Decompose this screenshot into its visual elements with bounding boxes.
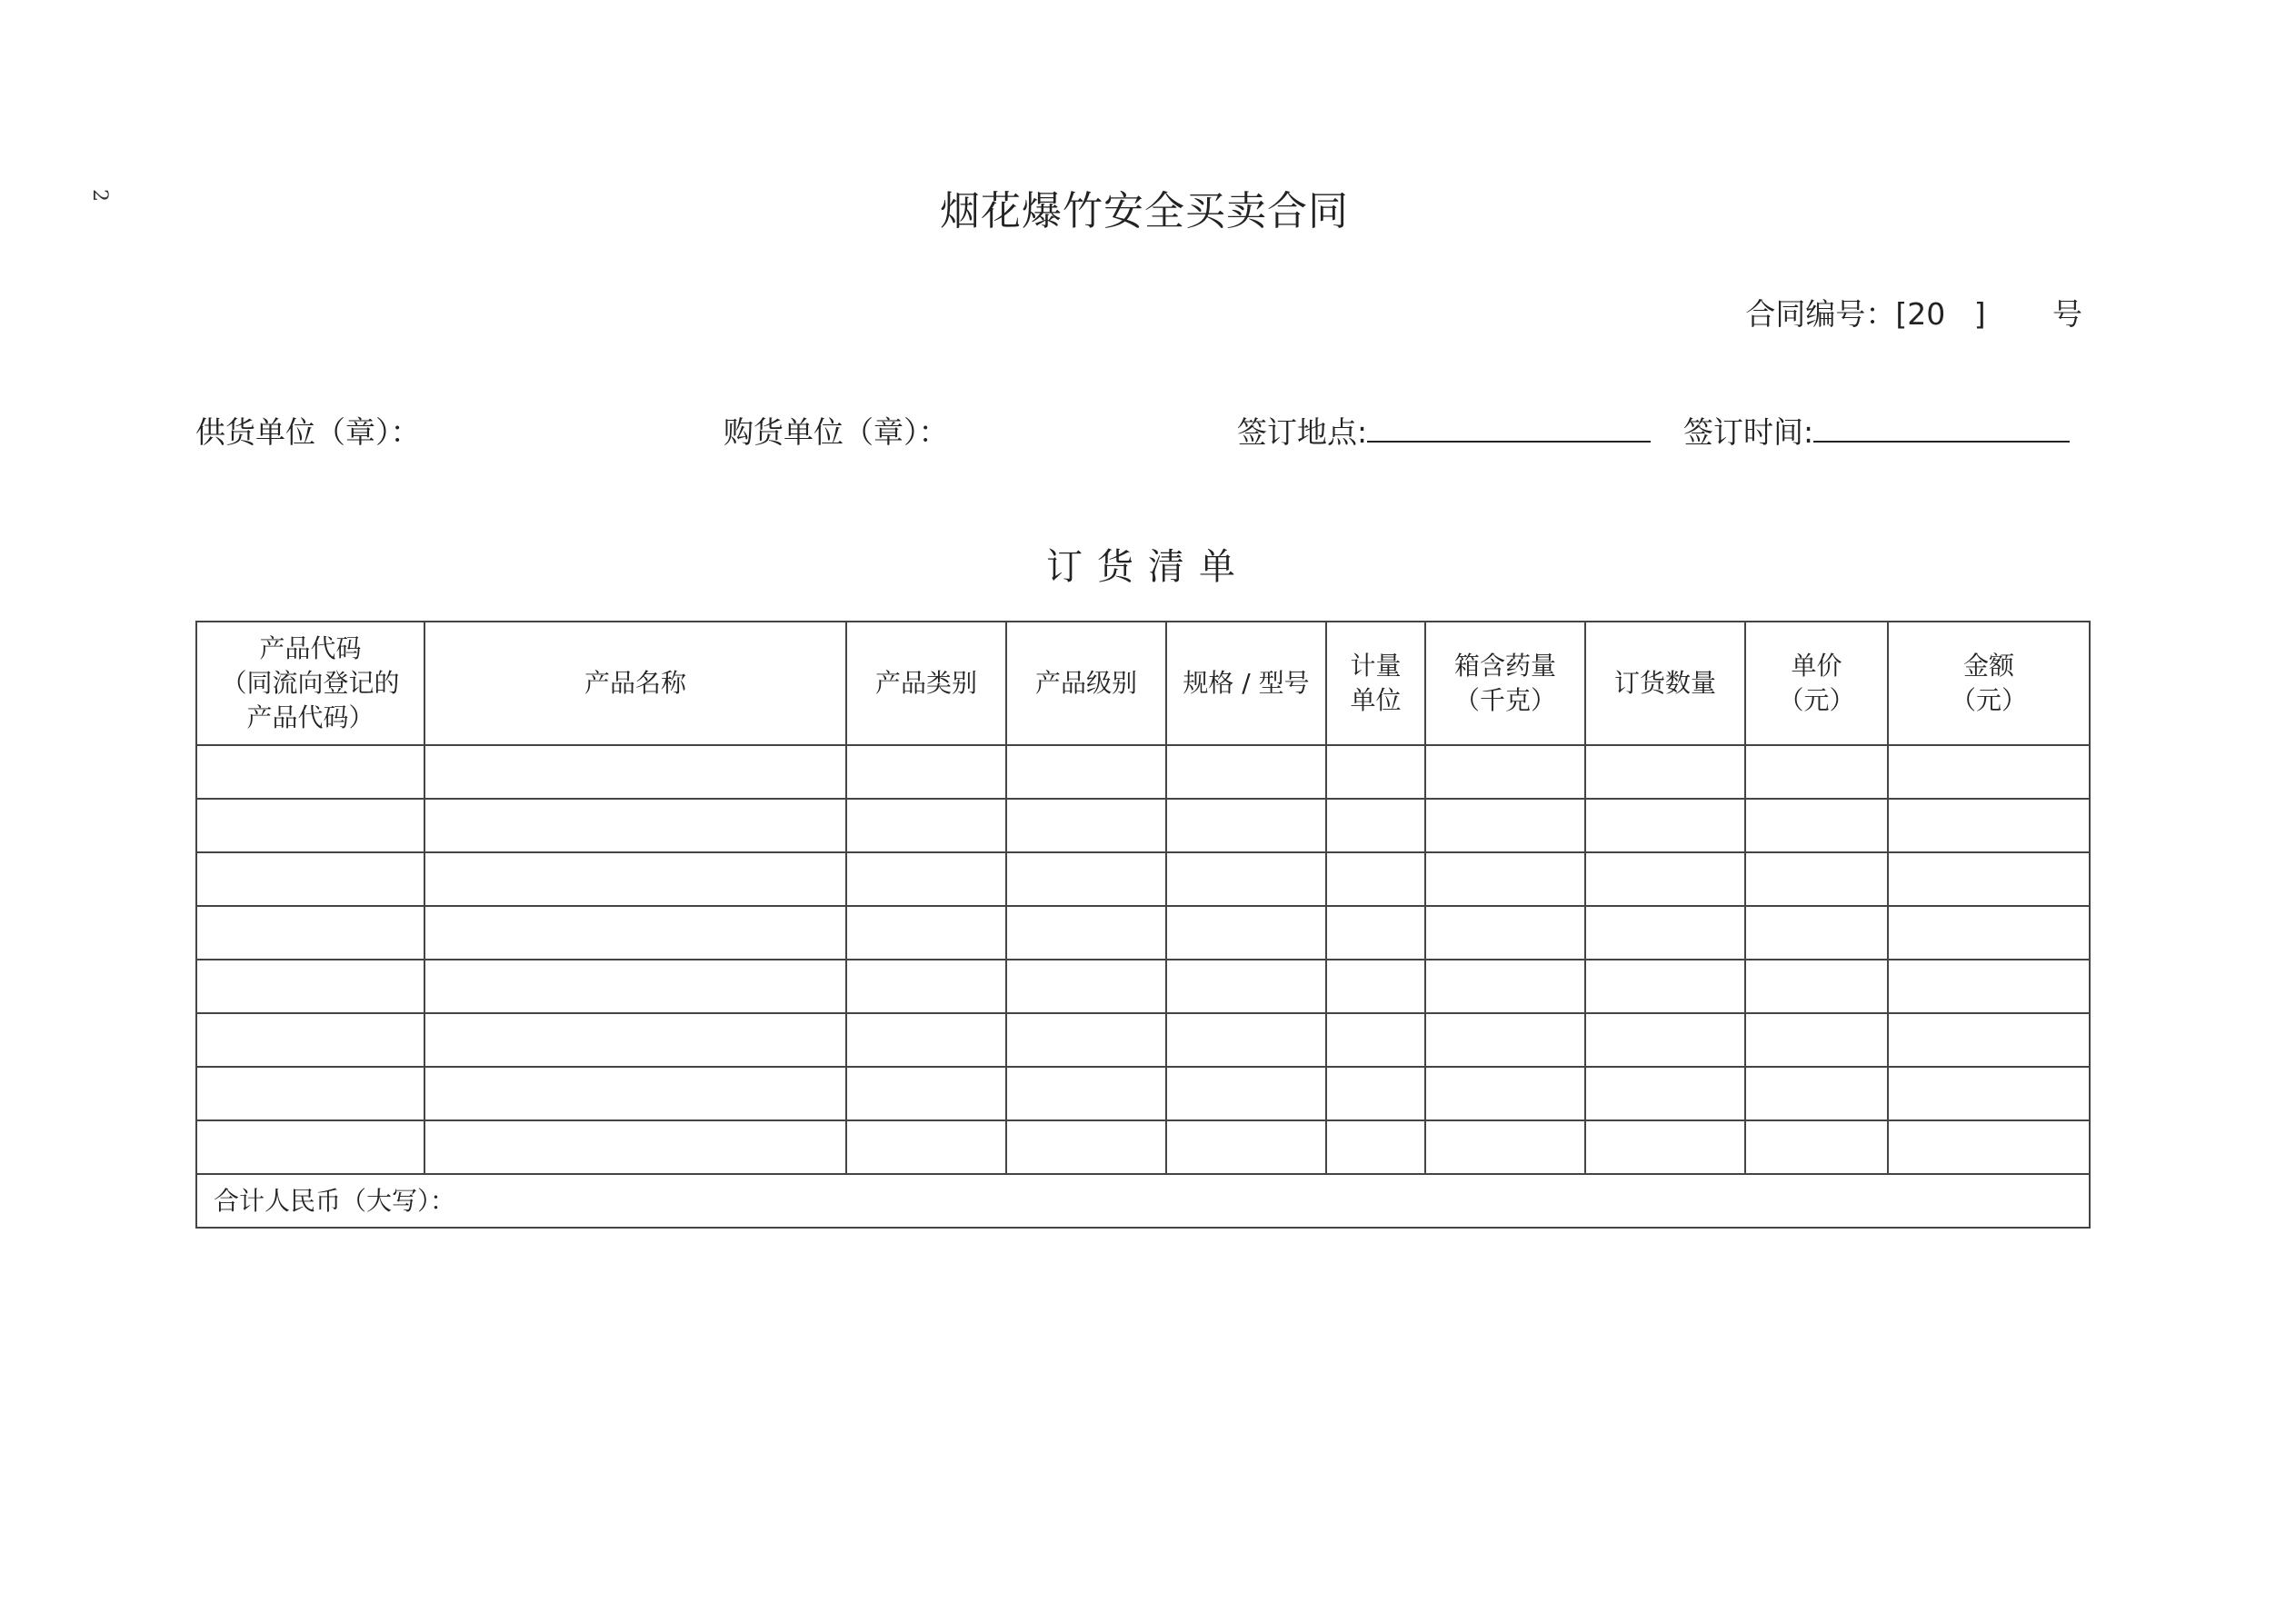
table-cell[interactable] (1585, 960, 1745, 1013)
table-cell[interactable] (196, 960, 424, 1013)
table-cell[interactable] (1326, 906, 1425, 960)
table-cell[interactable] (1166, 745, 1326, 799)
order-table (195, 621, 2091, 1229)
table-cell[interactable] (424, 799, 846, 852)
sign-time (1683, 409, 2070, 452)
table-cell[interactable] (1326, 1120, 1425, 1174)
table-cell[interactable] (1745, 960, 1888, 1013)
header-product-code: 产品代码 （同流向登记的 产品代码） (196, 622, 424, 745)
table-cell[interactable] (1006, 745, 1166, 799)
sign-time-field[interactable] (1813, 413, 2070, 443)
table-cell[interactable] (424, 960, 846, 1013)
total-label: 合计人民币（大写）： (196, 1174, 2090, 1228)
table-cell[interactable] (1326, 1067, 1425, 1120)
table-cell[interactable] (1006, 906, 1166, 960)
page-number: 2 (88, 189, 111, 202)
table-cell[interactable] (1166, 960, 1326, 1013)
table-cell[interactable] (1888, 745, 2090, 799)
table-cell[interactable] (1326, 1013, 1425, 1067)
table-cell[interactable] (846, 799, 1006, 852)
table-cell[interactable] (196, 852, 424, 906)
table-cell[interactable] (1425, 745, 1585, 799)
table-cell[interactable] (1425, 799, 1585, 852)
table-cell[interactable] (1166, 799, 1326, 852)
table-cell[interactable] (1425, 1013, 1585, 1067)
table-cell[interactable] (846, 906, 1006, 960)
table-cell[interactable] (1745, 852, 1888, 906)
table-cell[interactable] (846, 1120, 1006, 1174)
header-product-category: 产品类别 (846, 622, 1006, 745)
table-row (196, 1067, 2090, 1120)
order-list-title: 订货清单 (1046, 546, 1250, 588)
table-cell[interactable] (1166, 906, 1326, 960)
table-cell[interactable] (846, 1067, 1006, 1120)
table-cell[interactable] (1888, 1067, 2090, 1120)
table-cell[interactable] (1425, 1067, 1585, 1120)
header-unit: 计量 单位 (1326, 622, 1425, 745)
sign-time-label: 签订时间: (1683, 414, 1814, 450)
table-row (196, 799, 2090, 852)
table-cell[interactable] (196, 745, 424, 799)
table-cell[interactable] (1888, 852, 2090, 906)
table-cell[interactable] (1006, 1013, 1166, 1067)
table-cell[interactable] (1888, 906, 2090, 960)
table-cell[interactable] (424, 745, 846, 799)
table-cell[interactable] (424, 1013, 846, 1067)
supplier-label: 供货单位（章）： (195, 414, 421, 450)
table-row (196, 1120, 2090, 1174)
table-cell[interactable] (1745, 799, 1888, 852)
table-cell[interactable] (196, 1120, 424, 1174)
sign-place-field[interactable] (1367, 413, 1651, 443)
table-cell[interactable] (846, 1013, 1006, 1067)
table-cell[interactable] (1585, 745, 1745, 799)
document-title: 烟花爆竹安全买卖合同 (940, 188, 1349, 234)
table-cell[interactable] (1166, 1013, 1326, 1067)
table-cell[interactable] (1585, 1120, 1745, 1174)
table-cell[interactable] (1006, 799, 1166, 852)
contract-number: 合同编号：[20 ] 号 (1745, 296, 2082, 332)
table-cell[interactable] (1585, 1013, 1745, 1067)
table-row (196, 906, 2090, 960)
table-cell[interactable] (846, 852, 1006, 906)
table-cell[interactable] (1745, 745, 1888, 799)
table-cell[interactable] (1888, 799, 2090, 852)
table-row (196, 1013, 2090, 1067)
table-cell[interactable] (1166, 852, 1326, 906)
table-cell[interactable] (846, 745, 1006, 799)
header-order-quantity: 订货数量 (1585, 622, 1745, 745)
table-cell[interactable] (1326, 799, 1425, 852)
table-cell[interactable] (1745, 906, 1888, 960)
table-cell[interactable] (196, 906, 424, 960)
table-cell[interactable] (1585, 1067, 1745, 1120)
table-cell[interactable] (424, 1067, 846, 1120)
header-row (196, 622, 2090, 745)
table-cell[interactable] (1006, 1067, 1166, 1120)
table-cell[interactable] (1326, 745, 1425, 799)
table-cell[interactable] (1745, 1013, 1888, 1067)
table-cell[interactable] (846, 960, 1006, 1013)
table-row (196, 960, 2090, 1013)
table-cell[interactable] (1425, 1120, 1585, 1174)
table-cell[interactable] (1888, 1120, 2090, 1174)
sign-place-label: 签订地点: (1237, 414, 1368, 450)
table-cell[interactable] (1585, 799, 1745, 852)
table-cell[interactable] (1888, 960, 2090, 1013)
table-cell[interactable] (1585, 852, 1745, 906)
table-cell[interactable] (1425, 852, 1585, 906)
table-cell[interactable] (424, 1120, 846, 1174)
table-cell[interactable] (1745, 1067, 1888, 1120)
table-cell[interactable] (1425, 906, 1585, 960)
table-cell[interactable] (1425, 960, 1585, 1013)
total-row (196, 1174, 2090, 1228)
table-row (196, 745, 2090, 799)
buyer-label: 购货单位（章）： (724, 414, 949, 450)
table-cell[interactable] (1585, 906, 1745, 960)
table-cell[interactable] (424, 906, 846, 960)
table-cell[interactable] (1745, 1120, 1888, 1174)
table-cell[interactable] (196, 1013, 424, 1067)
table-cell[interactable] (1326, 960, 1425, 1013)
sign-place (1237, 409, 1651, 452)
table-cell[interactable] (196, 1067, 424, 1120)
table-cell[interactable] (1326, 852, 1425, 906)
table-row (196, 852, 2090, 906)
header-product-grade: 产品级别 (1006, 622, 1166, 745)
table-cell[interactable] (1888, 1013, 2090, 1067)
header-powder-per-box: 箱含药量 （千克） (1425, 622, 1585, 745)
table-cell[interactable] (1166, 1120, 1326, 1174)
header-spec-model: 规格 / 型号 (1166, 622, 1326, 745)
table-cell[interactable] (1166, 1067, 1326, 1120)
header-unit-price: 单价 （元） (1745, 622, 1888, 745)
table-cell[interactable] (1006, 852, 1166, 906)
table-cell[interactable] (196, 799, 424, 852)
table-cell[interactable] (1006, 1120, 1166, 1174)
header-product-name: 产品名称 (424, 622, 846, 745)
table-cell[interactable] (424, 852, 846, 906)
header-amount: 金额 （元） (1888, 622, 2090, 745)
table-cell[interactable] (1006, 960, 1166, 1013)
